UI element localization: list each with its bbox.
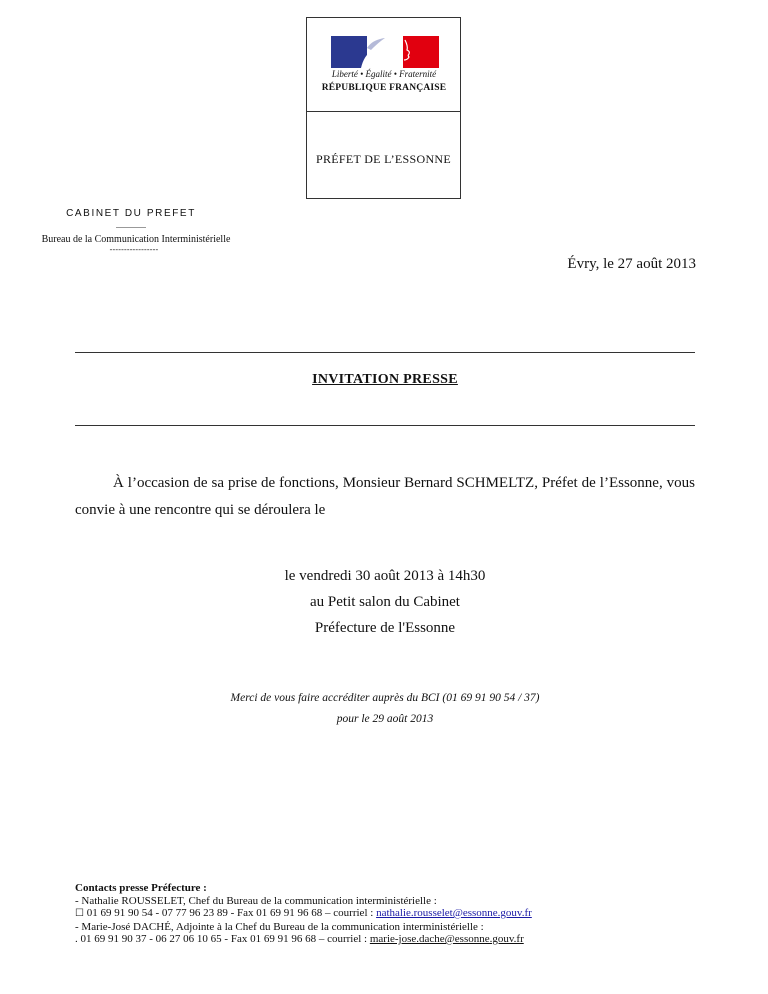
contact-person-2-phones: . 01 69 91 90 37 - 06 27 06 10 65 - Fax 01 69 91 96 68 – courriel :	[75, 933, 370, 945]
title-rule-bottom	[75, 425, 695, 426]
event-date: le vendredi 30 août 2013 à 14h30	[284, 568, 486, 584]
accreditation-note: Merci de vous faire accréditer auprès du BCI (01 69 91 90 54 / 37)	[230, 692, 540, 704]
intro-paragraph: À l’occasion de sa prise de fonctions, Monsieur Bernard SCHMELTZ, Préfet de l’Essonne, vous convie à une rencontre qui se déroulera le	[75, 475, 695, 518]
accreditation-deadline: pour le 29 août 2013	[336, 713, 434, 725]
contact-person-2: - Marie-José DACHÉ, Adjointe à la Chef du Bureau de la communication interministérielle :	[75, 920, 484, 933]
contact-person-2-email-link[interactable]: marie-jose.dache@essonne.gouv.fr	[369, 933, 524, 945]
phone-icon: ☐	[75, 908, 84, 919]
contact-person-1-email-link[interactable]: nathalie.rousselet@essonne.gouv.fr	[376, 907, 532, 919]
title-rule-top	[75, 352, 695, 353]
flag-red-band	[403, 36, 439, 68]
contacts-heading: Contacts presse Préfecture :	[75, 882, 207, 894]
bureau-divider: -----------------	[109, 245, 159, 254]
marianne-logo-icon	[331, 36, 439, 68]
document-date: Évry, le 27 août 2013	[567, 256, 696, 272]
event-place: au Petit salon du Cabinet	[310, 594, 460, 610]
press-contacts	[75, 882, 695, 946]
republique-francaise-label: RÉPUBLIQUE FRANÇAISE	[321, 83, 447, 93]
contact-person-2-details	[75, 933, 695, 946]
bureau-label: Bureau de la Communication Interministérielle	[41, 234, 231, 245]
cabinet-divider	[116, 227, 146, 228]
flag-blue-band	[331, 36, 367, 68]
prefet-label: PRÉFET DE L’ESSONNE	[315, 152, 452, 166]
contact-person-1-phones: 01 69 91 90 54 - 07 77 96 23 89 - Fax 01 69 91 96 68 – courriel :	[83, 907, 377, 919]
republic-motto: Liberté • Égalité • Fraternité	[331, 69, 437, 79]
cabinet-title: CABINET DU PREFET	[66, 208, 196, 219]
event-venue: Préfecture de l'Essonne	[314, 620, 456, 636]
letterhead-divider	[306, 111, 461, 112]
contact-person-1: - Nathalie ROUSSELET, Chef du Bureau de la communication interministérielle :	[75, 894, 437, 907]
document-title: INVITATION PRESSE	[312, 372, 458, 387]
contact-person-1-details	[75, 907, 695, 921]
